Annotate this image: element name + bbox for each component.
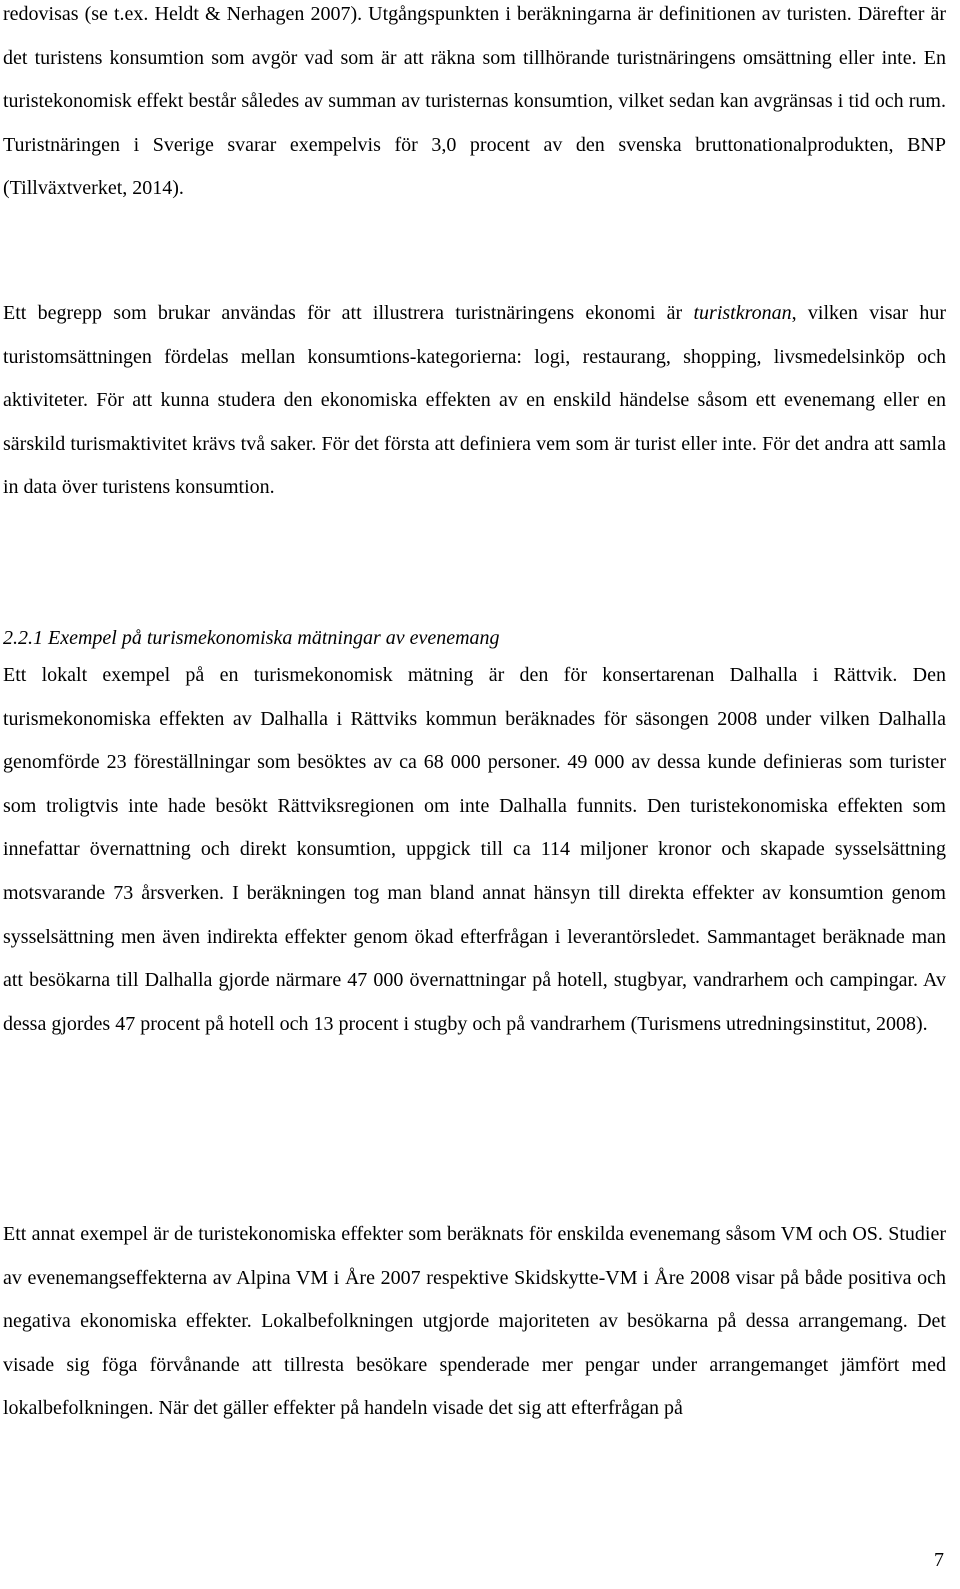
paragraph-dalhalla: Ett lokalt exempel på en turismekonomisk mätning är den för konsertarenan Dalhalla i Rättvik. Den turismekonomiska effekten av Dalhalla i Rättviks kommun beräknades för säsongen 2008 under vilken Dalhalla genomförde 23 föreställningar som besöktes av ca 68 000 personer. 49 000 av dessa kunde definieras som turister som troligtvis inte hade besökt Rättviksregionen om inte Dalhalla funnits. Den turistekonomiska effekten som innefattar övernattning och direkt konsumtion, uppgick till ca 114 miljoner kronor och skapade sysselsättning motsvarande 73 årsverken. I beräkningen tog man bland annat hänsyn till direkta effekter av konsumtion genom sysselsättning men även indirekta effekter genom ökad efterfrågan i leverantörsledet. Sammantaget beräknade man att besökarna till Dalhalla gjorde närmare 47 000 övernattningar på hotell, stugbyar, vandrarhem och campingar. Av dessa gjordes 47 procent på hotell och 13 procent i stugby och på vandrarhem (Turismens utredningsinstitut, 2008). (3, 664, 946, 1035)
paragraph-vm-os: Ett annat exempel är de turistekonomiska effekter som beräknats för enskilda evenemang såsom VM och OS. Studier av evenemangseffekterna av Alpina VM i Åre 2007 respektive Skidskytte-VM i Åre 2008 visar på både positiva och negativa ekonomiska effekter. Lokalbefolkningen utgjorde majoriteten av besökarna på dessa arrangemang. Det visade sig föga förvånande att tillresta besökare spenderade mer pengar under arrangemanget jämfört med lokalbefolkningen. När det gäller effekter på handeln visade det sig att efterfrågan på (3, 1223, 946, 1420)
paragraph-text: Ett begrepp som brukar användas för att illustrera turistnäringens ekonomi är (3, 302, 694, 324)
paragraph-turistkronan (3, 292, 946, 510)
paragraph-text: , vilken visar hur turistomsättningen fördelas mellan konsumtions-kategorierna: logi, restaurang, shopping, livsmedelsinköp och aktiviteter. För att kunna studera den ekonomiska effekten av en enskild händelse såsom ett evenemang eller en särskild turismaktivitet krävs två saker. För det första att definiera vem som är turist eller inte. För det andra att samla in data över turistens konsumtion. (3, 302, 947, 499)
section-heading: 2.2.1 Exempel på turismekonomiska mätningar av evenemang (3, 627, 500, 649)
paragraph-turist-definition: redovisas (se t.ex. Heldt & Nerhagen 2007). Utgångspunkten i beräkningarna är definitionen av turisten. Därefter är det turistens konsumtion som avgör vad som är att räkna som tillhörande turistnäringens omsättning eller inte. En turistekonomisk effekt består således av summan av turisternas konsumtion, vilket sedan kan avgränsas i tid och rum. Turistnäringen i Sverige svarar exempelvis för 3,0 procent av den svenska bruttonationalprodukten, BNP (Tillväxtverket, 2014). (3, 3, 946, 200)
italic-term: turistkronan (693, 302, 792, 324)
page-number: 7 (934, 1549, 944, 1571)
